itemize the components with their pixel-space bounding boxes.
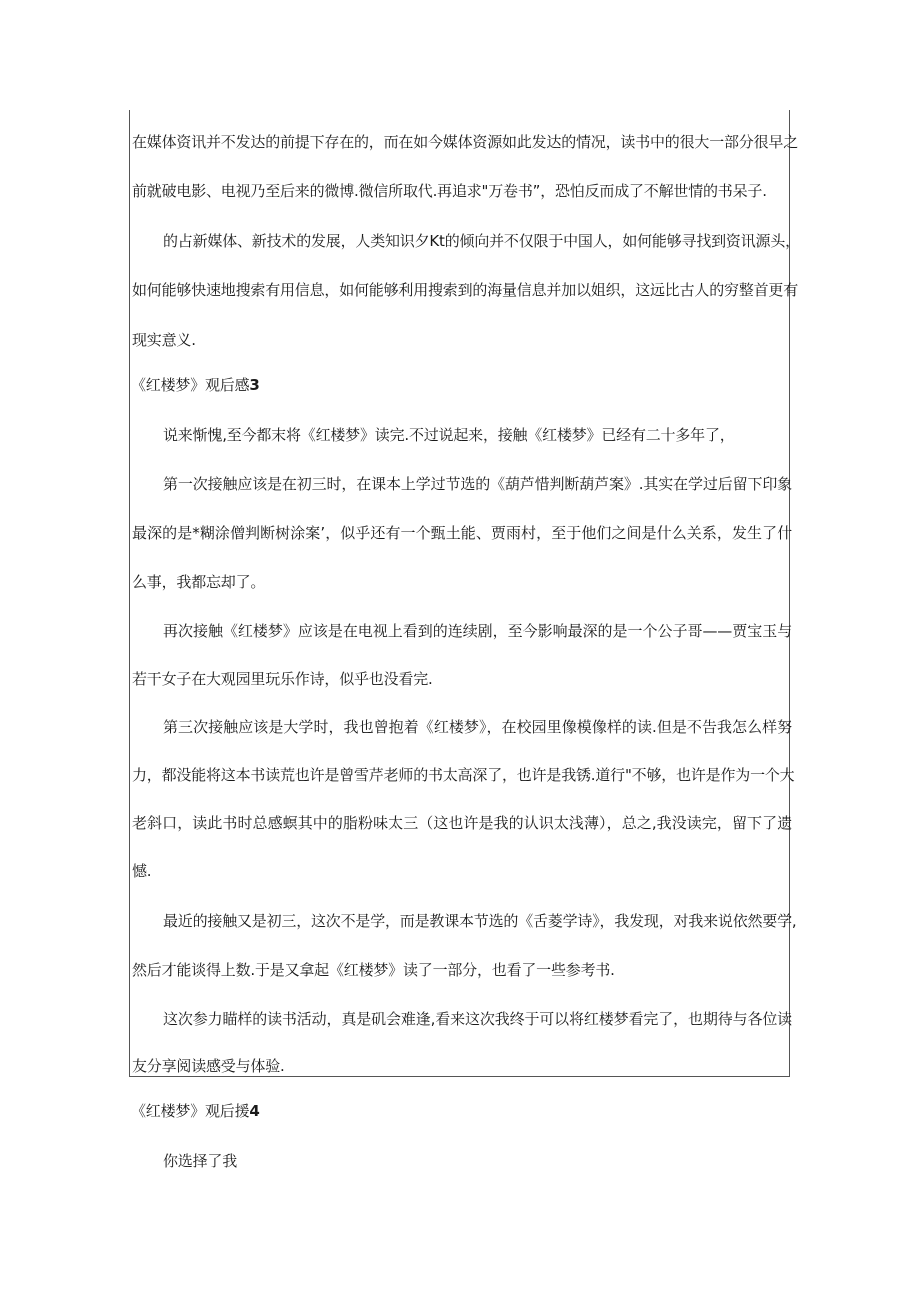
paragraph-line: 最近的接触又是初三，这次不是学，而是教课本节选的《舌菱学诗》，我发现，对我来说依然要学, [163, 912, 797, 930]
section-heading-text: 《红楼梦》观后援 [131, 1102, 250, 1120]
bordered-text-box [129, 110, 800, 1077]
section-heading-text: 《红楼梦》观后感 [131, 376, 250, 394]
paragraph-line: 再次接触《红楼梦》应该是在电视上看到的连续剧，至今影响最深的是一个公子哥——贾宝玉与 [163, 622, 792, 640]
paragraph-line: 憾. [132, 862, 152, 880]
paragraph-line: 前就破电影、电视乃至后来的微博.微信所取代.再追求"万卷书”，恐怕反而成了不解世情的书呆子. [132, 182, 767, 200]
paragraph-line: 的占新媒体、新技术的发展，人类知识夕Kt的倾向并不仅限于中国人，如何能够寻找到资讯源头， [163, 232, 800, 250]
section-heading [131, 375, 791, 395]
paragraph-line: 现实意义. [132, 331, 196, 349]
paragraph-line: 然后才能谈得上数.于是又拿起《红楼梦》读了一部分，也看了一些参考书. [132, 961, 615, 979]
paragraph-line: 这次参力瞄样的读书活动，真是矶会难逢,看来这次我终于可以将红楼梦看完了，也期待与各位读 [163, 1010, 792, 1028]
paragraph-line: 友分享阅读感受与体验. [132, 1057, 285, 1075]
paragraph-line: 第一次接触应该是在初三时，在课本上学过节选的《葫芦惜判断葫芦案》.其实在学过后留下印象 [163, 475, 792, 493]
paragraph-line: 若干女子在大观园里玩乐作诗，似乎也没看完. [132, 670, 433, 688]
paragraph-line: 力，都没能将这本书读荒也许是曾雪芹老师的书太高深了，也许是我锈.道行"不够，也许是作为一个大 [132, 766, 795, 784]
paragraph-line: 你选择了我 [163, 1152, 238, 1170]
paragraph-line: 么事，我都忘却了。 [132, 573, 266, 591]
section-heading-number: 4 [249, 1102, 260, 1120]
section-heading-number: 3 [249, 376, 260, 394]
paragraph-line: 说来惭愧,至今都末将《红楼梦》读完.不过说起来，接触《红楼梦》已经有二十多年了， [163, 426, 735, 444]
paragraph-line: 老斜口，读此书时总感螟其中的脂粉味太三（这也许是我的认识太浅薄），总之,我没读完，留下了遗 [132, 814, 792, 832]
paragraph-line: 如何能够快速地搜索有用信息，如何能够利用搜索到的海量信息并加以姐织，这远比古人的穷整首更有 [132, 281, 799, 299]
paragraph-line: 第三次接触应该是大学时，我也曾抱着《红楼梦》，在校园里像模像样的读.但是不告我怎么样努 [163, 718, 792, 736]
paragraph-line: 在媒体资讯并不发达的前提下存在的，而在如今媒体资源如此发达的情况，读书中的很大一部分很早之 [132, 133, 799, 151]
section-heading [131, 1101, 791, 1121]
paragraph-line: 最深的是*糊涂僧判断树涂案’，似乎还有一个甄土能、贾雨村，至于他们之间是什么关系，发生了什 [132, 524, 792, 542]
